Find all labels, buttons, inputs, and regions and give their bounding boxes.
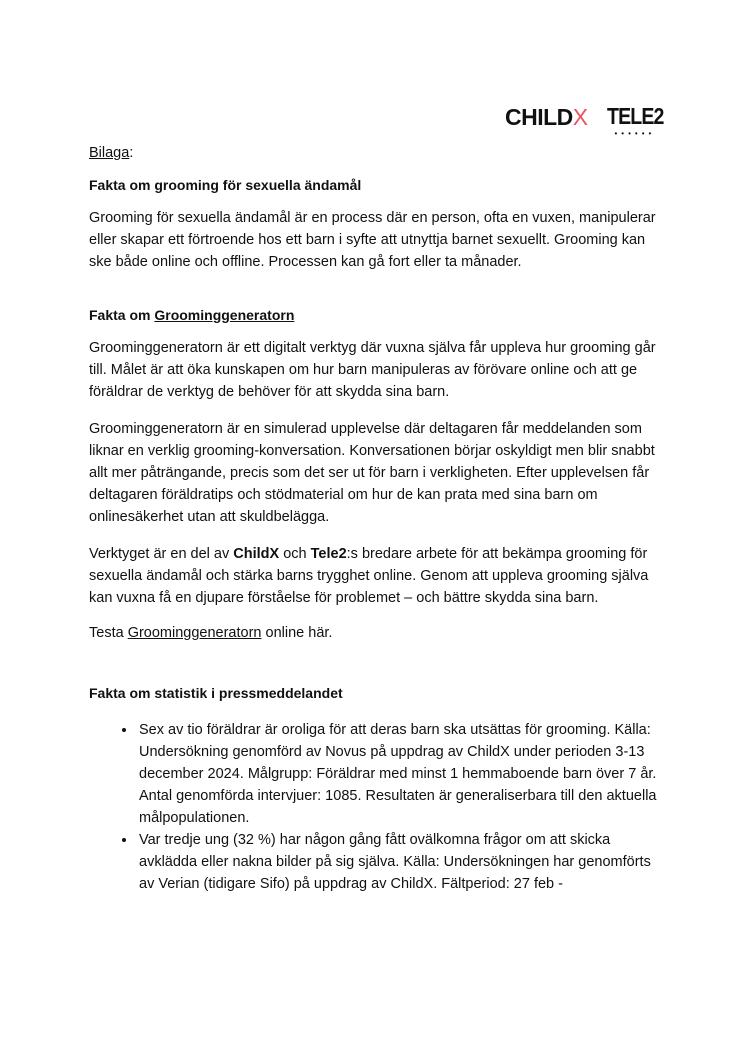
section1-paragraph: Grooming för sexuella ändamål är en process där en person, ofta en vuxen, manipulerar eller skapar ett förtroende hos ett barn i syfte att utnyttja barnet sexuellt. Grooming kan ske både online och offline. Processen kan gå fort eller ta månader. [89, 210, 656, 270]
p4-text-a: Testa [89, 625, 128, 641]
p3-text-c: och [279, 546, 311, 562]
section2-heading [89, 304, 661, 326]
groominggeneratorn-link[interactable]: Groominggeneratorn [127, 625, 262, 641]
section3-heading: Fakta om statistik i pressmeddelandet [89, 685, 343, 701]
tele2-logo-dots: •••••• [614, 129, 656, 138]
p3-text-e: :s bredare arbete för att bekämpa grooming för sexuella ändamål och stärka barns trygghet online. Genom att uppleva grooming själva kan vuxna få en djupare förståelse för problemet – och bättre skydda sina barn. [89, 546, 649, 606]
section2-paragraph-2: Groominggeneratorn är en simulerad upplevelse där deltagaren får meddelanden som liknar en verklig grooming-konversation. Konversationen börjar oskyldigt men blir snabbt allt mer påträngande, precis som det ser ut för barn i verkligheten. Efter upplevelsen får deltagaren föräldratips och stödmaterial om hur de kan prata med sina barn om onlinesäkerhet utan att skuldbelägga. [89, 421, 655, 525]
tele2-bold: Tele2 [310, 546, 347, 562]
p4-text-b: online här. [261, 625, 333, 641]
document-body [89, 142, 661, 895]
section2-paragraph-4 [89, 622, 661, 644]
p3-text-a: Verktyget är en del av [89, 546, 234, 562]
statistics-list [89, 719, 661, 895]
attachment-label [89, 142, 661, 164]
section2-paragraph-3 [89, 543, 661, 609]
attachment-label-text: Bilaga [89, 145, 130, 161]
section2-heading-prefix: Fakta om [89, 307, 155, 323]
groominggeneratorn-heading-link[interactable]: Groominggeneratorn [154, 307, 295, 323]
section1-heading: Fakta om grooming för sexuella ändamål [89, 177, 362, 193]
childx-logo-text: CHILD [505, 104, 573, 130]
tele2-logo [602, 103, 669, 138]
childx-bold: ChildX [233, 546, 280, 562]
tele2-logo-text: TELE2 [606, 103, 664, 129]
childx-logo [505, 103, 588, 131]
section2-paragraph-1: Groominggeneratorn är ett digitalt verktyg där vuxna själva får uppleva hur grooming går till. Målet är att öka kunskapen om hur barn manipuleras av förövare online och att ge föräldrar de verktyg de behöver för att skydda sina barn. [89, 340, 656, 400]
childx-logo-x: X [572, 104, 588, 130]
list-item: • Sex av tio föräldrar är oroliga för att deras barn ska utsättas för grooming. Källa: Undersökning genomförd av Novus på uppdrag av ChildX under perioden 3-13 december 2024. Målgrupp: Föräldrar med minst 1 hemmaboende barn över 7 år. Antal genomförda intervjuer: 1085. Resultaten är generaliserbara till den aktuella målpopulationen. [137, 719, 661, 829]
header-logos [505, 103, 668, 138]
label-colon: : [129, 145, 134, 161]
list-item: • Var tredje ung (32 %) har någon gång fått ovälkomna frågor om att skicka avklädda eller nakna bilder på sig själva. Källa: Undersökningen har genomförts av Verian (tidigare Sifo) på uppdrag av ChildX. Fältperiod: 27 feb - [137, 829, 661, 895]
